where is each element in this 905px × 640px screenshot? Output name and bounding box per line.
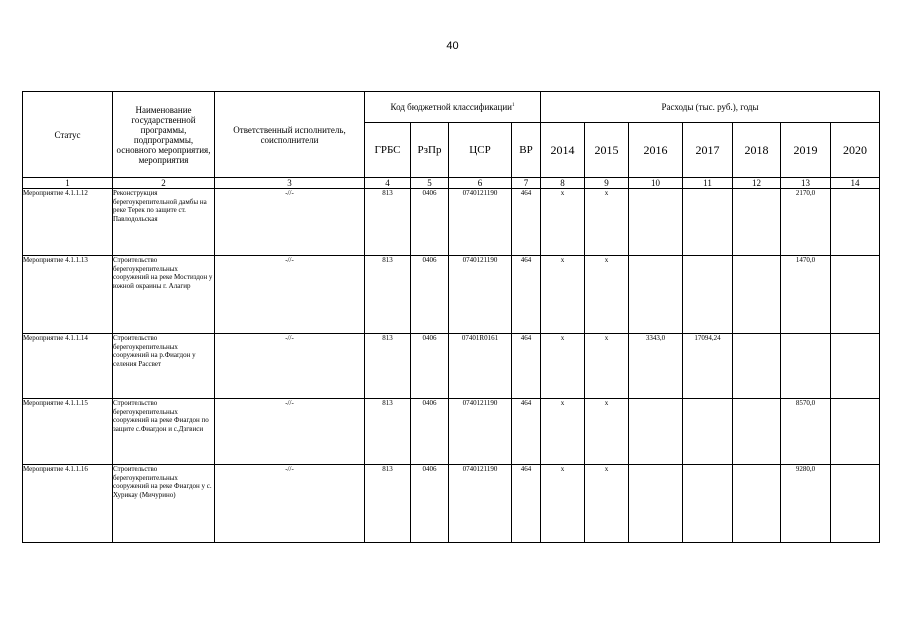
- cell-2014: x: [541, 334, 585, 399]
- cell-2016: [629, 399, 683, 465]
- table-row: [23, 189, 880, 256]
- cell-2015: x: [585, 399, 629, 465]
- cell-2017: [683, 399, 733, 465]
- cell-vr: 464: [512, 256, 541, 334]
- header-expenses: Расходы (тыс. руб.), годы: [541, 92, 880, 123]
- header-year-2020: 2020: [831, 123, 880, 178]
- header-status: Статус: [23, 92, 113, 178]
- cell-csr: 07401R0161: [449, 334, 512, 399]
- cell-2015: x: [585, 465, 629, 543]
- cell-status: Мероприятие 4.1.1.15: [23, 399, 113, 465]
- cell-2017: [683, 465, 733, 543]
- cell-2014: x: [541, 256, 585, 334]
- cell-2017: 17094,24: [683, 334, 733, 399]
- cell-2019: 2170,0: [781, 189, 831, 256]
- cell-name: Строительство берегоукрепительных сооружений на реке Фиагдон по защите с.Фиагдон и с.Дзгвиси: [113, 399, 215, 465]
- header-code-rzpr: РзПр: [411, 123, 449, 178]
- header-budget-code: [365, 92, 541, 123]
- header-budget-code-footnote: 1: [511, 103, 515, 108]
- cell-grbs: 813: [365, 256, 411, 334]
- column-number: 1: [23, 178, 113, 189]
- column-number: 2: [113, 178, 215, 189]
- cell-name: Строительство берегоукрепительных сооружений на реке Мостиздон у южной окраины г. Алагир: [113, 256, 215, 334]
- cell-2016: [629, 256, 683, 334]
- cell-name: Строительство берегоукрепительных сооружений на реке Фиагдон у с. Хурикау (Мичурино): [113, 465, 215, 543]
- cell-vr: 464: [512, 334, 541, 399]
- column-number: 11: [683, 178, 733, 189]
- cell-name: Строительство берегоукрепительных сооружений на р.Фиагдон у селения Рассвет: [113, 334, 215, 399]
- cell-grbs: 813: [365, 189, 411, 256]
- cell-2016: 3343,0: [629, 334, 683, 399]
- cell-2017: [683, 256, 733, 334]
- column-number-row: [23, 178, 880, 189]
- column-number: 3: [215, 178, 365, 189]
- column-number: 14: [831, 178, 880, 189]
- cell-status: Мероприятие 4.1.1.13: [23, 256, 113, 334]
- cell-vr: 464: [512, 399, 541, 465]
- cell-vr: 464: [512, 189, 541, 256]
- cell-2015: x: [585, 189, 629, 256]
- cell-2018: [733, 189, 781, 256]
- header-code-grbs: ГРБС: [365, 123, 411, 178]
- cell-rzpr: 0406: [411, 399, 449, 465]
- column-number: 5: [411, 178, 449, 189]
- cell-csr: 0740121190: [449, 189, 512, 256]
- cell-name: Реконструкция берегоукрепительной дамбы на реке Терек по защите ст. Павлодольская: [113, 189, 215, 256]
- column-number: 10: [629, 178, 683, 189]
- table-body: [23, 189, 880, 543]
- cell-status: Мероприятие 4.1.1.16: [23, 465, 113, 543]
- cell-executor: -//-: [215, 465, 365, 543]
- cell-executor: -//-: [215, 334, 365, 399]
- cell-rzpr: 0406: [411, 334, 449, 399]
- cell-2019: 1470,0: [781, 256, 831, 334]
- cell-status: Мероприятие 4.1.1.14: [23, 334, 113, 399]
- column-number: 12: [733, 178, 781, 189]
- cell-2014: x: [541, 189, 585, 256]
- header-code-vr: ВР: [512, 123, 541, 178]
- table-row: [23, 256, 880, 334]
- column-number: 13: [781, 178, 831, 189]
- header-name: Наименование государственной программы, подпрограммы, основного мероприятия, мероприятия: [113, 92, 215, 178]
- table-row: [23, 334, 880, 399]
- cell-2020: [831, 399, 880, 465]
- cell-status: Мероприятие 4.1.1.12: [23, 189, 113, 256]
- header-year-2018: 2018: [733, 123, 781, 178]
- column-number: 4: [365, 178, 411, 189]
- cell-2018: [733, 256, 781, 334]
- cell-csr: 0740121190: [449, 399, 512, 465]
- cell-2018: [733, 465, 781, 543]
- cell-executor: -//-: [215, 189, 365, 256]
- cell-2019: 9280,0: [781, 465, 831, 543]
- cell-grbs: 813: [365, 334, 411, 399]
- cell-2015: x: [585, 256, 629, 334]
- cell-2016: [629, 189, 683, 256]
- cell-2020: [831, 189, 880, 256]
- header-year-2014: 2014: [541, 123, 585, 178]
- cell-2017: [683, 189, 733, 256]
- cell-csr: 0740121190: [449, 465, 512, 543]
- column-number: 7: [512, 178, 541, 189]
- column-number: 9: [585, 178, 629, 189]
- cell-executor: -//-: [215, 256, 365, 334]
- header-budget-code-text: Код бюджетной классификации: [390, 102, 512, 112]
- cell-grbs: 813: [365, 465, 411, 543]
- cell-2014: x: [541, 465, 585, 543]
- cell-2020: [831, 256, 880, 334]
- cell-rzpr: 0406: [411, 256, 449, 334]
- column-number: 8: [541, 178, 585, 189]
- cell-2018: [733, 399, 781, 465]
- cell-rzpr: 0406: [411, 189, 449, 256]
- page-number: 40: [446, 40, 459, 52]
- header-year-2017: 2017: [683, 123, 733, 178]
- cell-2019: [781, 334, 831, 399]
- table-row: [23, 399, 880, 465]
- cell-csr: 0740121190: [449, 256, 512, 334]
- header-year-2015: 2015: [585, 123, 629, 178]
- cell-2014: x: [541, 399, 585, 465]
- cell-2020: [831, 465, 880, 543]
- cell-executor: -//-: [215, 399, 365, 465]
- cell-2018: [733, 334, 781, 399]
- cell-2016: [629, 465, 683, 543]
- cell-vr: 464: [512, 465, 541, 543]
- cell-rzpr: 0406: [411, 465, 449, 543]
- cell-2015: x: [585, 334, 629, 399]
- header-year-2016: 2016: [629, 123, 683, 178]
- column-number: 6: [449, 178, 512, 189]
- cell-grbs: 813: [365, 399, 411, 465]
- budget-table: [22, 91, 880, 543]
- cell-2019: 8570,0: [781, 399, 831, 465]
- header-code-csr: ЦСР: [449, 123, 512, 178]
- header-executor: Ответственный исполнитель, соисполнители: [215, 92, 365, 178]
- cell-2020: [831, 334, 880, 399]
- table-header: [23, 92, 880, 189]
- header-year-2019: 2019: [781, 123, 831, 178]
- table-row: [23, 465, 880, 543]
